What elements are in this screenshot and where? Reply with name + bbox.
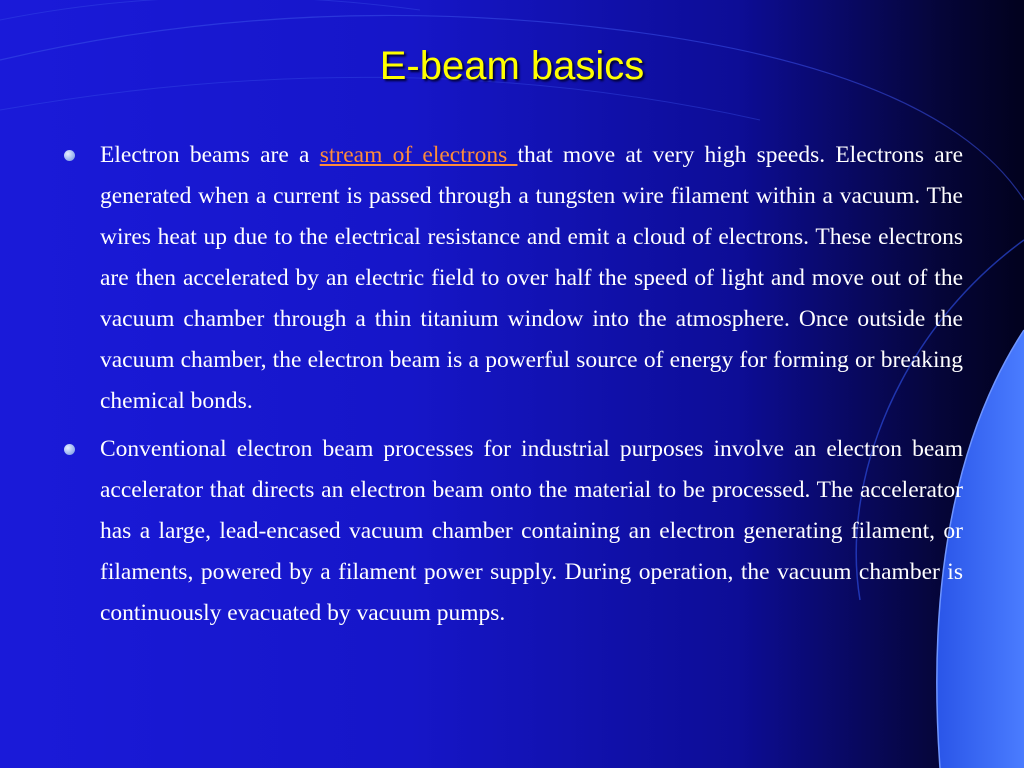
- bullet-text: Electron beams are a: [100, 142, 320, 168]
- stream-of-electrons-link[interactable]: stream of electrons: [319, 142, 518, 168]
- bullet-dot-icon: [64, 150, 75, 161]
- bullet-text: that move at very high speeds. Electrons are generated when a current is passed through a tungsten wire filament within a vacuum. The wires heat up due to the electrical resistance and emit a cloud of electrons. These electrons are then accelerated by an electric field to over half the speed of light and move out of the vacuum chamber through a thin titanium window into the atmosphere. Once outside the vacuum chamber, the electron beam is a powerful source of energy for forming or breaking chemical bonds.: [100, 142, 963, 414]
- bullet-item: [58, 135, 963, 422]
- bullet-dot-icon: [64, 444, 75, 455]
- slide-title: E-beam basics: [379, 44, 645, 88]
- bullet-item: [58, 429, 963, 634]
- bullet-list: [58, 135, 963, 641]
- bullet-text: Conventional electron beam processes for industrial purposes involve an electron beam accelerator that directs an electron beam onto the material to be processed. The accelerator has a large, lead-encased vacuum chamber containing an electron generating filament, or filaments, powered by a filament power supply. During operation, the vacuum chamber is continuously evacuated by vacuum pumps.: [100, 436, 963, 626]
